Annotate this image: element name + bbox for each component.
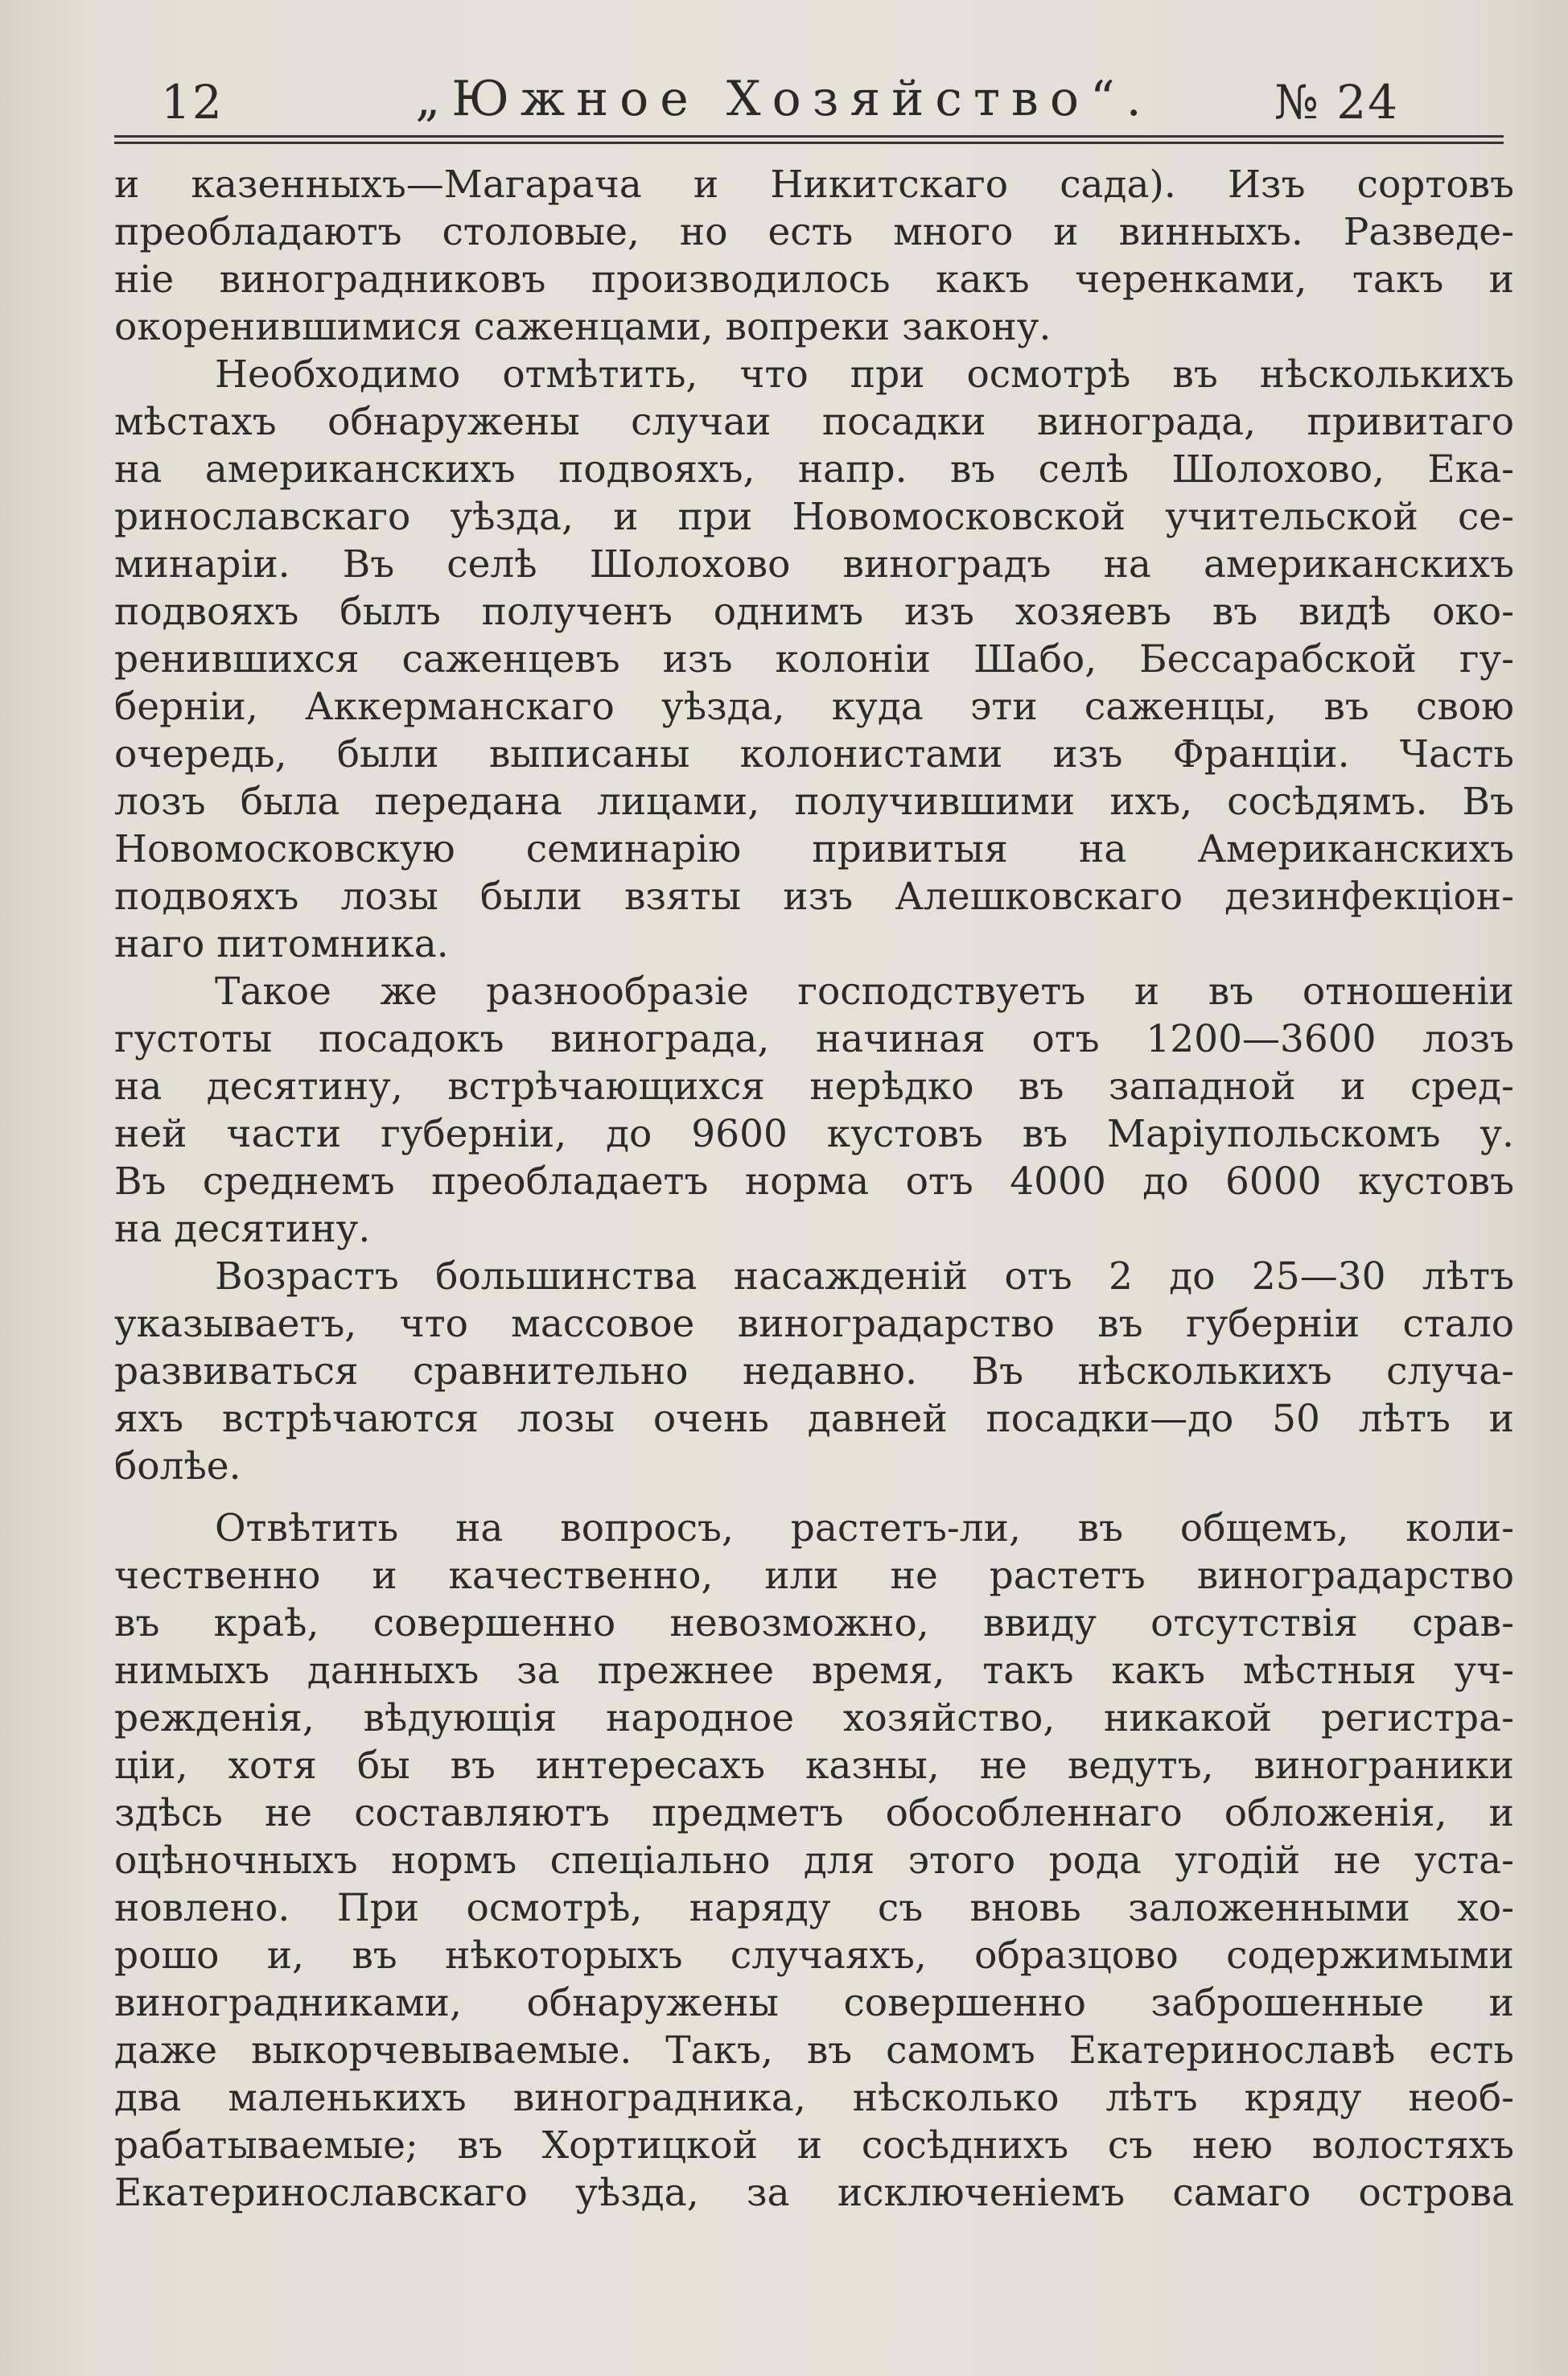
text-line: ринославскаго уѣзда, и при Новомосковской учительской се-: [114, 495, 1514, 539]
page-number: 12: [161, 75, 224, 130]
running-header: [121, 71, 1447, 134]
text-line: и казенныхъ—Магарача и Никитскаго сада). Изъ сортовъ: [114, 163, 1514, 207]
text-line: рошо и, въ нѣкоторыхъ случаяхъ, образцово содержимыми: [114, 1933, 1514, 1978]
issue-number: № 24: [1274, 75, 1399, 130]
text-line: Новомосковскую семинарiю привитыя на Американскихъ: [114, 827, 1514, 871]
text-line: бернiи, Аккерманскаго уѣзда, куда эти саженцы, въ свою: [114, 685, 1514, 729]
text-line: Въ среднемъ преобладаетъ норма отъ 4000 до 6000 кустовъ: [114, 1159, 1514, 1204]
paragraph: [114, 968, 1514, 1253]
paragraph: [114, 1253, 1514, 1490]
journal-title: „Южное Хозяйство“.: [415, 71, 1153, 127]
text-line: виноградниками, обнаружены совершенно заброшенные и: [114, 1981, 1514, 2025]
text-line: нiе виноградниковъ производилось какъ черенками, такъ и: [114, 257, 1514, 302]
text-line: Екатеринославскаго уѣзда, за исключенiемъ самаго острова: [114, 2171, 1514, 2215]
text-line: нимыхъ данныхъ за прежнее время, такъ какъ мѣстныя уч-: [114, 1649, 1514, 1693]
text-line: минарiи. Въ селѣ Шолохово виноградъ на американскихъ: [114, 542, 1514, 587]
text-line: подвояхъ былъ полученъ однимъ изъ хозяевъ въ видѣ око-: [114, 590, 1514, 634]
text-line: Такое же разнообразiе господствуетъ и въ отношенiи: [215, 970, 1514, 1014]
text-line: цiи, хотя бы въ интересахъ казны, не ведутъ, винограники: [114, 1744, 1514, 1788]
text-line: указываетъ, что массовое виноградарство въ губернiи стало: [114, 1302, 1514, 1346]
text-line: подвояхъ лозы были взяты изъ Алешковскаго дезинфекцiон-: [114, 875, 1514, 919]
paragraph: [114, 351, 1514, 968]
text-line: окоренившимися саженцами, вопреки закону.: [114, 305, 1052, 349]
text-line: даже выкорчевываемые. Такъ, въ самомъ Екатеринославѣ есть: [114, 2028, 1514, 2073]
text-line: болѣе.: [114, 1444, 241, 1489]
paragraph: [114, 161, 1514, 351]
text-line: яхъ встрѣчаются лозы очень давней посадки—до 50 лѣтъ и: [114, 1397, 1514, 1441]
paragraph-gap: [114, 1490, 1514, 1505]
text-line: режденiя, вѣдующiя народное хозяйство, никакой регистра-: [114, 1696, 1514, 1740]
text-line: въ краѣ, совершенно невозможно, ввиду отсутствiя срав-: [114, 1601, 1514, 1645]
text-line: Необходимо отмѣтить, что при осмотрѣ въ нѣсколькихъ: [215, 352, 1514, 397]
header-rule-bottom: [114, 142, 1504, 144]
text-line: Возрастъ большинства насажденiй отъ 2 до 25—30 лѣтъ: [215, 1254, 1514, 1299]
text-line: на американскихъ подвояхъ, напр. въ селѣ Шолохово, Ека-: [114, 447, 1514, 492]
text-line: преобладаютъ столовые, но есть много и винныхъ. Разведе-: [114, 210, 1514, 254]
text-line: Отвѣтить на вопросъ, растетъ-ли, въ общемъ, коли-: [215, 1506, 1514, 1550]
text-line: рабатываемые; въ Хортицкой и сосѣднихъ съ нею волостяхъ: [114, 2123, 1514, 2168]
text-line: чественно и качественно, или не растетъ виноградарство: [114, 1554, 1514, 1598]
paragraph: [114, 1505, 1514, 2217]
text-line: на десятину.: [114, 1207, 371, 1251]
text-line: оцѣночныхъ нормъ спецiально для этого рода угодiй не уста-: [114, 1839, 1514, 1883]
text-line: развиваться сравнительно недавно. Въ нѣсколькихъ случа-: [114, 1349, 1514, 1394]
text-line: новлено. При осмотрѣ, наряду съ вновь заложенными хо-: [114, 1886, 1514, 1930]
text-line: лозъ была передана лицами, получившими ихъ, сосѣдямъ. Въ: [114, 780, 1514, 824]
text-line: очередь, были выписаны колонистами изъ Францiи. Часть: [114, 732, 1514, 776]
text-line: ней части губернiи, до 9600 кустовъ въ Марiупольскомъ у.: [114, 1112, 1514, 1156]
text-line: здѣсь не составляютъ предметъ обособленнаго обложенiя, и: [114, 1791, 1514, 1835]
text-line: ренившихся саженцевъ изъ колонiи Шабо, Бессарабской гу-: [114, 637, 1514, 682]
text-line: наго питомника.: [114, 922, 449, 966]
text-line: мѣстахъ обнаружены случаи посадки винограда, привитаго: [114, 400, 1514, 444]
text-line: два маленькихъ виноградника, нѣсколько лѣтъ кряду необ-: [114, 2076, 1514, 2120]
body-text: [114, 161, 1514, 2217]
text-line: густоты посадокъ винограда, начиная отъ 1200—3600 лозъ: [114, 1017, 1514, 1061]
text-line: на десятину, встрѣчающихся нерѣдко въ западной и сред-: [114, 1064, 1514, 1109]
header-rule-top: [114, 135, 1504, 138]
